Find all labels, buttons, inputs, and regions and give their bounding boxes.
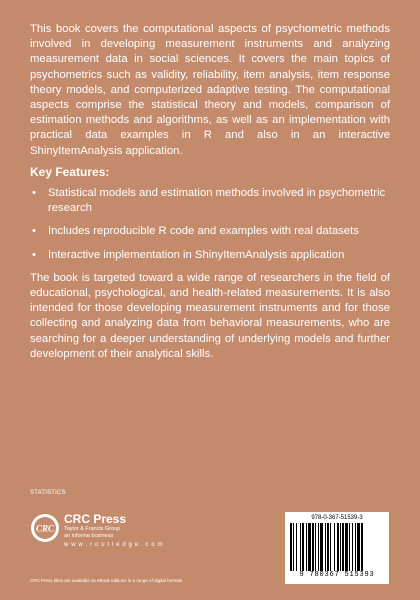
isbn-barcode [285,512,389,584]
description-paragraph-2: The book is targeted toward a wide range of researchers in the field of educational, psychological, and health-related measurements. It is also intended for those developing measurement instruments and for those collecting and analyzing data from behavioral measurements, who are searching for a deeper understanding of underlying models and further development of their analytical skills. [30,271,390,360]
back-cover-text [30,22,390,368]
publisher-group: Taylor & Francis Group [64,526,121,532]
description-paragraph-1: This book covers the computational aspects of psychometric methods involved in developing measurement instruments and analyzing measurement data in social sciences. It covers the main topics of psychometrics such as validity, reliability, item analysis, item response theory models, and computerized adaptive testing. The computational aspects comprise the statistical theory and models, comparison of estimation methods and algorithms, as well as an implementation with practical data examples in R and also in an interactive ShinyItemAnalysis application. [30,23,390,157]
barcode-number: 9 780367 515393 [299,571,375,579]
ebook-note: CRC Press titles are available as eBook editions in a range of digital formats [30,578,183,583]
crc-press-logo-icon [30,513,60,543]
barcode-bars-icon [289,523,385,571]
key-features-list [30,186,390,263]
logo-text: CRC [35,523,55,534]
publisher-info [64,513,163,548]
feature-item: • Statistical models and estimation methods involved in psychometric research [30,186,390,216]
key-features-heading: Key Features: [30,164,110,179]
publisher-business: an informa business [64,532,114,539]
publisher-name: CRC Press [64,512,127,526]
isbn-number: 978-0-367-51539-3 [311,515,363,521]
feature-item: • Interactive implementation in ShinyItemAnalysis application [30,248,390,263]
publisher-url: w w w . r o u t l e d g e . c o m [64,542,164,548]
category-label: STATISTICS [30,490,66,496]
feature-item: • Includes reproducible R code and examples with real datasets [30,224,390,239]
